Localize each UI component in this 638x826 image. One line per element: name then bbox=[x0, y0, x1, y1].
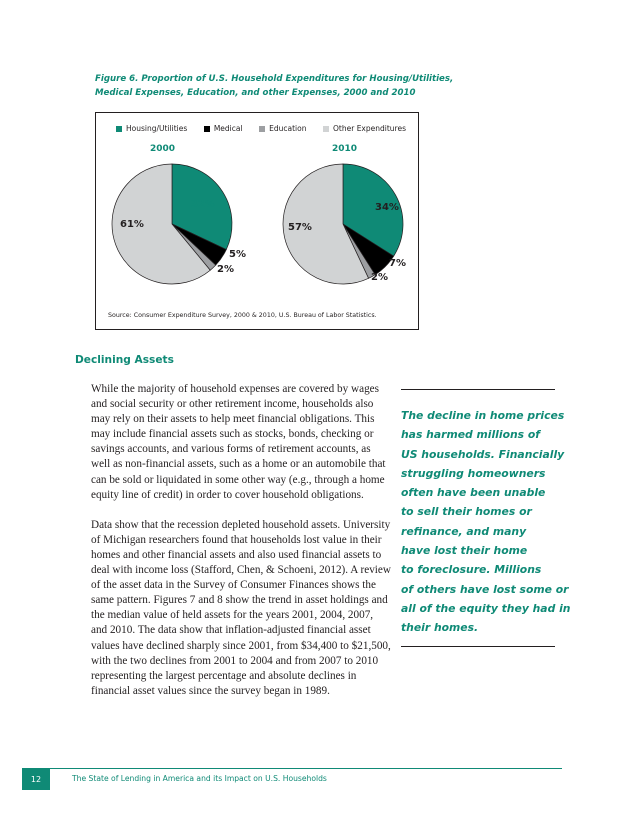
pull-quote-line: often have been unable bbox=[401, 486, 546, 500]
pie-2000-label-other: 61% bbox=[120, 219, 144, 230]
pull-quote-line: struggling homeowners bbox=[401, 466, 546, 480]
figure-title bbox=[95, 72, 455, 100]
pie-2000-label-medical: 5% bbox=[229, 249, 246, 260]
legend-label-education: Education bbox=[269, 124, 307, 133]
pull-quote-rule-bottom bbox=[401, 646, 555, 647]
pull-quote bbox=[401, 406, 571, 638]
page-number: 12 bbox=[22, 768, 50, 790]
pull-quote-line: refinance, and many bbox=[401, 524, 527, 538]
figure-source: Source: Consumer Expenditure Survey, 2000 & 2010, U.S. Bureau of Labor Statistics. bbox=[108, 312, 377, 319]
section-heading: Declining Assets bbox=[75, 354, 174, 366]
pull-quote-line: The decline in home prices bbox=[401, 409, 565, 422]
footer-rule bbox=[22, 768, 562, 769]
pie-2010-label-housing: 34% bbox=[375, 202, 399, 213]
pie-2000-label-housing: 32% bbox=[191, 199, 215, 210]
legend-label-housing: Housing/Utilities bbox=[126, 124, 188, 133]
body-paragraph-1: While the majority of household expenses are covered by wages and social security or other retirement income, households also may rely on their assets to help meet financial obligations. This may include financial assets such as stocks, bonds, checking or savings accounts, and various forms of retirement accounts, as well as non-financial assets, such as a home or an automobile that can be sold or liquidated in some other way (e.g., through a home equity line of credit) in order to cover household obligations. bbox=[91, 383, 386, 501]
body-paragraph-2: Data show that the recession depleted household assets. University of Michigan researchers found that households lost value in their homes and other financial assets and also used financial assets to deal with income loss (Stafford, Chen, & Schoeni, 2012). A review of the asset data in the Survey of Consumer Finances shows the same pattern. Figures 7 and 8 show the trend in asset holdings and the median value of held assets for the years 2001, 2004, 2007, and 2010. The data show that inflation-adjusted financial asset values have declined sharply since 2001, from $34,400 to $21,500, with the two declines from 2001 to 2004 and from 2007 to 2010 representing the largest percentage and absolute declines in financial asset values since the survey began in 1989. bbox=[91, 518, 391, 697]
pull-quote-line: US households. Financially bbox=[401, 447, 565, 461]
pull-quote-line: to foreclosure. Millions bbox=[401, 563, 542, 577]
figure-title-line-1: Figure 6. Proportion of U.S. Household Expenditures for Housing/Utilities, bbox=[95, 74, 454, 84]
pie-2010-label-other: 57% bbox=[288, 222, 312, 233]
running-title: The State of Lending in America and its Impact on U.S. Households bbox=[72, 774, 327, 783]
pie-2010-label-education: 2% bbox=[371, 272, 388, 283]
pie-2000-title: 2000 bbox=[150, 144, 176, 154]
pull-quote-line: of others have lost some or bbox=[401, 582, 569, 596]
body-text bbox=[91, 382, 391, 714]
pull-quote-line: has harmed millions of bbox=[401, 428, 540, 442]
pull-quote-line: all of the equity they had in bbox=[401, 601, 571, 615]
legend-label-medical: Medical bbox=[213, 124, 243, 133]
pull-quote-line: their homes. bbox=[401, 621, 479, 635]
pie-2000-label-education: 2% bbox=[217, 264, 234, 275]
chart-box bbox=[95, 112, 419, 330]
pull-quote-rule-top bbox=[401, 389, 555, 390]
legend-label-other: Other Expenditures bbox=[333, 124, 406, 133]
figure-title-line-2: Medical Expenses, Education, and other Expenses, 2000 and 2010 bbox=[95, 88, 416, 98]
pull-quote-line: to sell their homes or bbox=[401, 505, 532, 519]
pie-2010-label-medical: 7% bbox=[389, 258, 406, 269]
pie-charts-svg bbox=[96, 113, 420, 331]
pie-2010-title: 2010 bbox=[332, 144, 358, 154]
pull-quote-line: have lost their home bbox=[401, 544, 528, 558]
